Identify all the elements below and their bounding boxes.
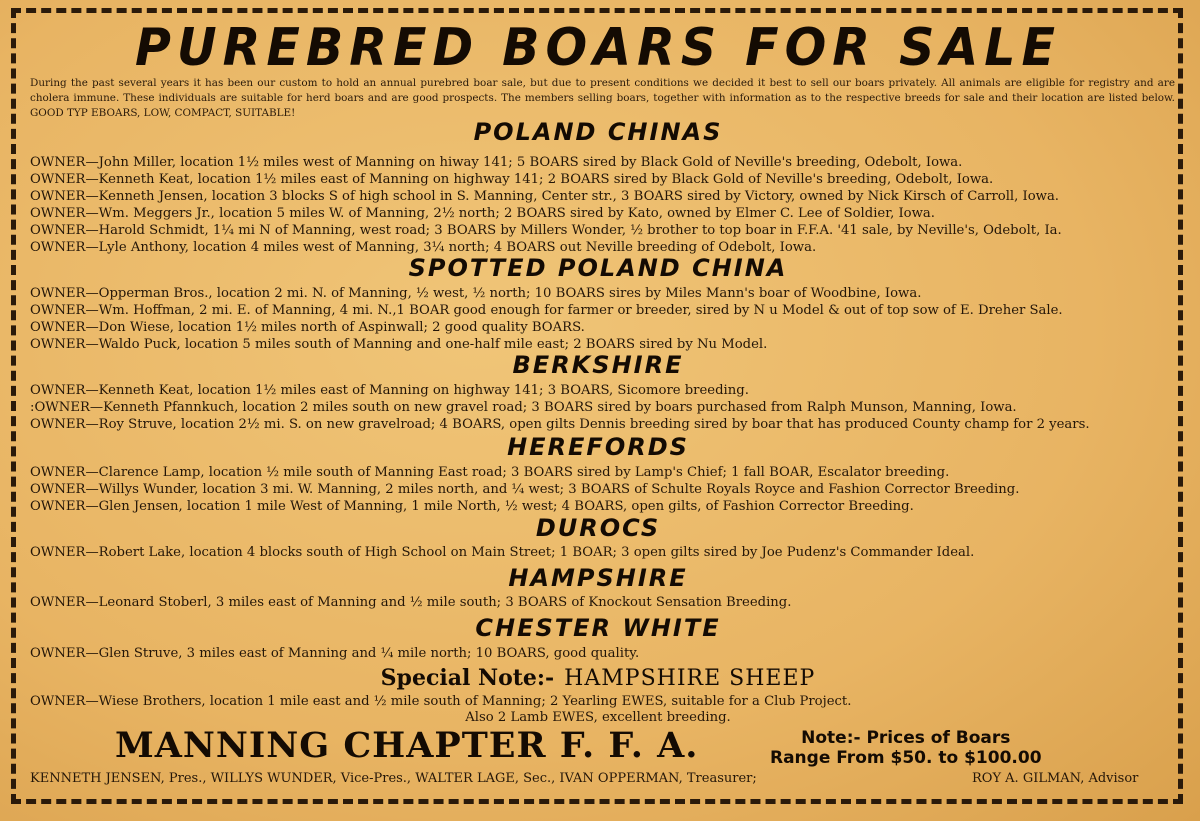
listing-line: OWNER—Kenneth Jensen, location 3 blocks S of high school in S. Manning, Center str., 3 BOARS sired by Victory, owned by Nick Kirsch of Carroll, Iowa.	[30, 189, 1060, 204]
chapter-name: MANNING CHAPTER F. F. A.	[115, 725, 699, 766]
section-title-spotted-poland-china: SPOTTED POLAND CHINA	[408, 254, 788, 282]
listing-line: OWNER—Wiese Brothers, location 1 mile east and ½ mile south of Manning; 2 Yearling EWES, suitable for a Club Project.	[30, 694, 852, 709]
price-note	[770, 728, 1042, 768]
price-note-line-2: Range From $50. to $100.00	[770, 748, 1042, 768]
listing-line: OWNER—Glen Struve, 3 miles east of Manning and ¼ mile north; 10 BOARS, good quality.	[30, 646, 640, 661]
section-title-durocs: DUROCS	[535, 514, 661, 542]
officers-line: KENNETH JENSEN, Pres., WILLYS WUNDER, Vice-Pres., WALTER LAGE, Sec., IVAN OPPERMAN, Treasurer;	[30, 771, 757, 786]
section-title-poland-chinas: POLAND CHINAS	[473, 118, 723, 146]
listing-line: OWNER—Willys Wunder, location 3 mi. W. Manning, 2 miles north, and ¼ west; 3 BOARS of Schulte Royals Royce and Fashion Corrector Breeding.	[30, 482, 1020, 497]
listing-line: OWNER—Roy Struve, location 2½ mi. S. on new gravelroad; 4 BOARS, open gilts Dennis breeding sired by boar that has produced County champ for 2 years.	[30, 417, 1090, 432]
listing-line: OWNER—Kenneth Keat, location 1½ miles east of Manning on highway 141; 3 BOARS, Sicomore breeding.	[30, 383, 749, 398]
special-note-also: Also 2 Lamb EWES, excellent breeding.	[465, 710, 731, 725]
section-title-chester-white: CHESTER WHITE	[475, 614, 721, 642]
price-note-line-1: Note:- Prices of Boars	[801, 728, 1011, 748]
listing-line: OWNER—Opperman Bros., location 2 mi. N. of Manning, ½ west, ½ north; 10 BOARS sires by Miles Mann's boar of Woodbine, Iowa.	[30, 286, 922, 301]
listing-line: OWNER—Clarence Lamp, location ½ mile south of Manning East road; 3 BOARS sired by Lamp's Chief; 1 fall BOAR, Escalator breeding.	[30, 465, 950, 480]
listing-line: OWNER—Wm. Hoffman, 2 mi. E. of Manning, 4 mi. N.,1 BOAR good enough for farmer or breeder, sired by N u Model & out of top sow of E. Dreher Sale.	[30, 303, 1063, 318]
listing-line: OWNER—Glen Jensen, location 1 mile West of Manning, 1 mile North, ½ west; 4 BOARS, open gilts, of Fashion Corrector Breeding.	[30, 499, 914, 514]
listing-line: :OWNER—Kenneth Pfannkuch, location 2 miles south on new gravel road; 3 BOARS sired by boars purchased from Ralph Munson, Manning, Iowa.	[30, 400, 1017, 415]
listing-line: OWNER—Kenneth Keat, location 1½ miles east of Manning on highway 141; 2 BOARS sired by Black Gold of Neville's breeding, Odebolt, Iowa.	[30, 172, 994, 187]
listing-line: OWNER—Robert Lake, location 4 blocks south of High School on Main Street; 1 BOAR; 3 open gilts sired by Joe Pudenz's Commander Ideal.	[30, 545, 975, 560]
listing-line: OWNER—Wm. Meggers Jr., location 5 miles W. of Manning, 2½ north; 2 BOARS sired by Kato, owned by Elmer C. Lee of Soldier, Iowa.	[30, 206, 935, 221]
intro-paragraph: During the past several years it has been our custom to hold an annual purebred boar sale, but due to present conditions we decided it best to sell our boars privately. All animals are eligible for registry and are cholera immune. These individuals are suitable for herd boars and are good prospects. The members selling boars, together with information as to the respective breeds for sale and their location are listed below. GOOD TYP EBOARS, LOW, COMPACT, SUITABLE!	[30, 77, 1175, 119]
section-title-berkshire: BERKSHIRE	[512, 351, 684, 379]
section-title-herefords: HEREFORDS	[507, 433, 689, 461]
section-title-hampshire: HAMPSHIRE	[508, 564, 688, 592]
special-note-label: Special Note:-	[380, 665, 555, 691]
headline: PUREBRED BOARS FOR SALE	[134, 17, 1062, 78]
listing-line: OWNER—Don Wiese, location 1½ miles north of Aspinwall; 2 good quality BOARS.	[30, 320, 585, 335]
listing-line: OWNER—Leonard Stoberl, 3 miles east of Manning and ½ mile south; 3 BOARS of Knockout Sensation Breeding.	[30, 595, 792, 610]
listing-line: OWNER—John Miller, location 1½ miles west of Manning on hiway 141; 5 BOARS sired by Black Gold of Neville's breeding, Odebolt, Iowa.	[30, 155, 963, 170]
advisor-line: ROY A. GILMAN, Advisor	[972, 771, 1139, 786]
listing-line: OWNER—Waldo Puck, location 5 miles south of Manning and one-half mile east; 2 BOARS sired by Nu Model.	[30, 337, 768, 352]
special-note	[20, 663, 1176, 695]
listing-line: OWNER—Lyle Anthony, location 4 miles west of Manning, 3¼ north; 4 BOARS out Neville breeding of Odebolt, Iowa.	[30, 240, 817, 255]
special-note-value: HAMPSHIRE SHEEP	[564, 666, 816, 691]
listing-line: OWNER—Harold Schmidt, 1¼ mi N of Manning, west road; 3 BOARS by Millers Wonder, ½ brother to top boar in F.F.A. '41 sale, by Neville's, Odebolt, Ia.	[30, 223, 1062, 238]
